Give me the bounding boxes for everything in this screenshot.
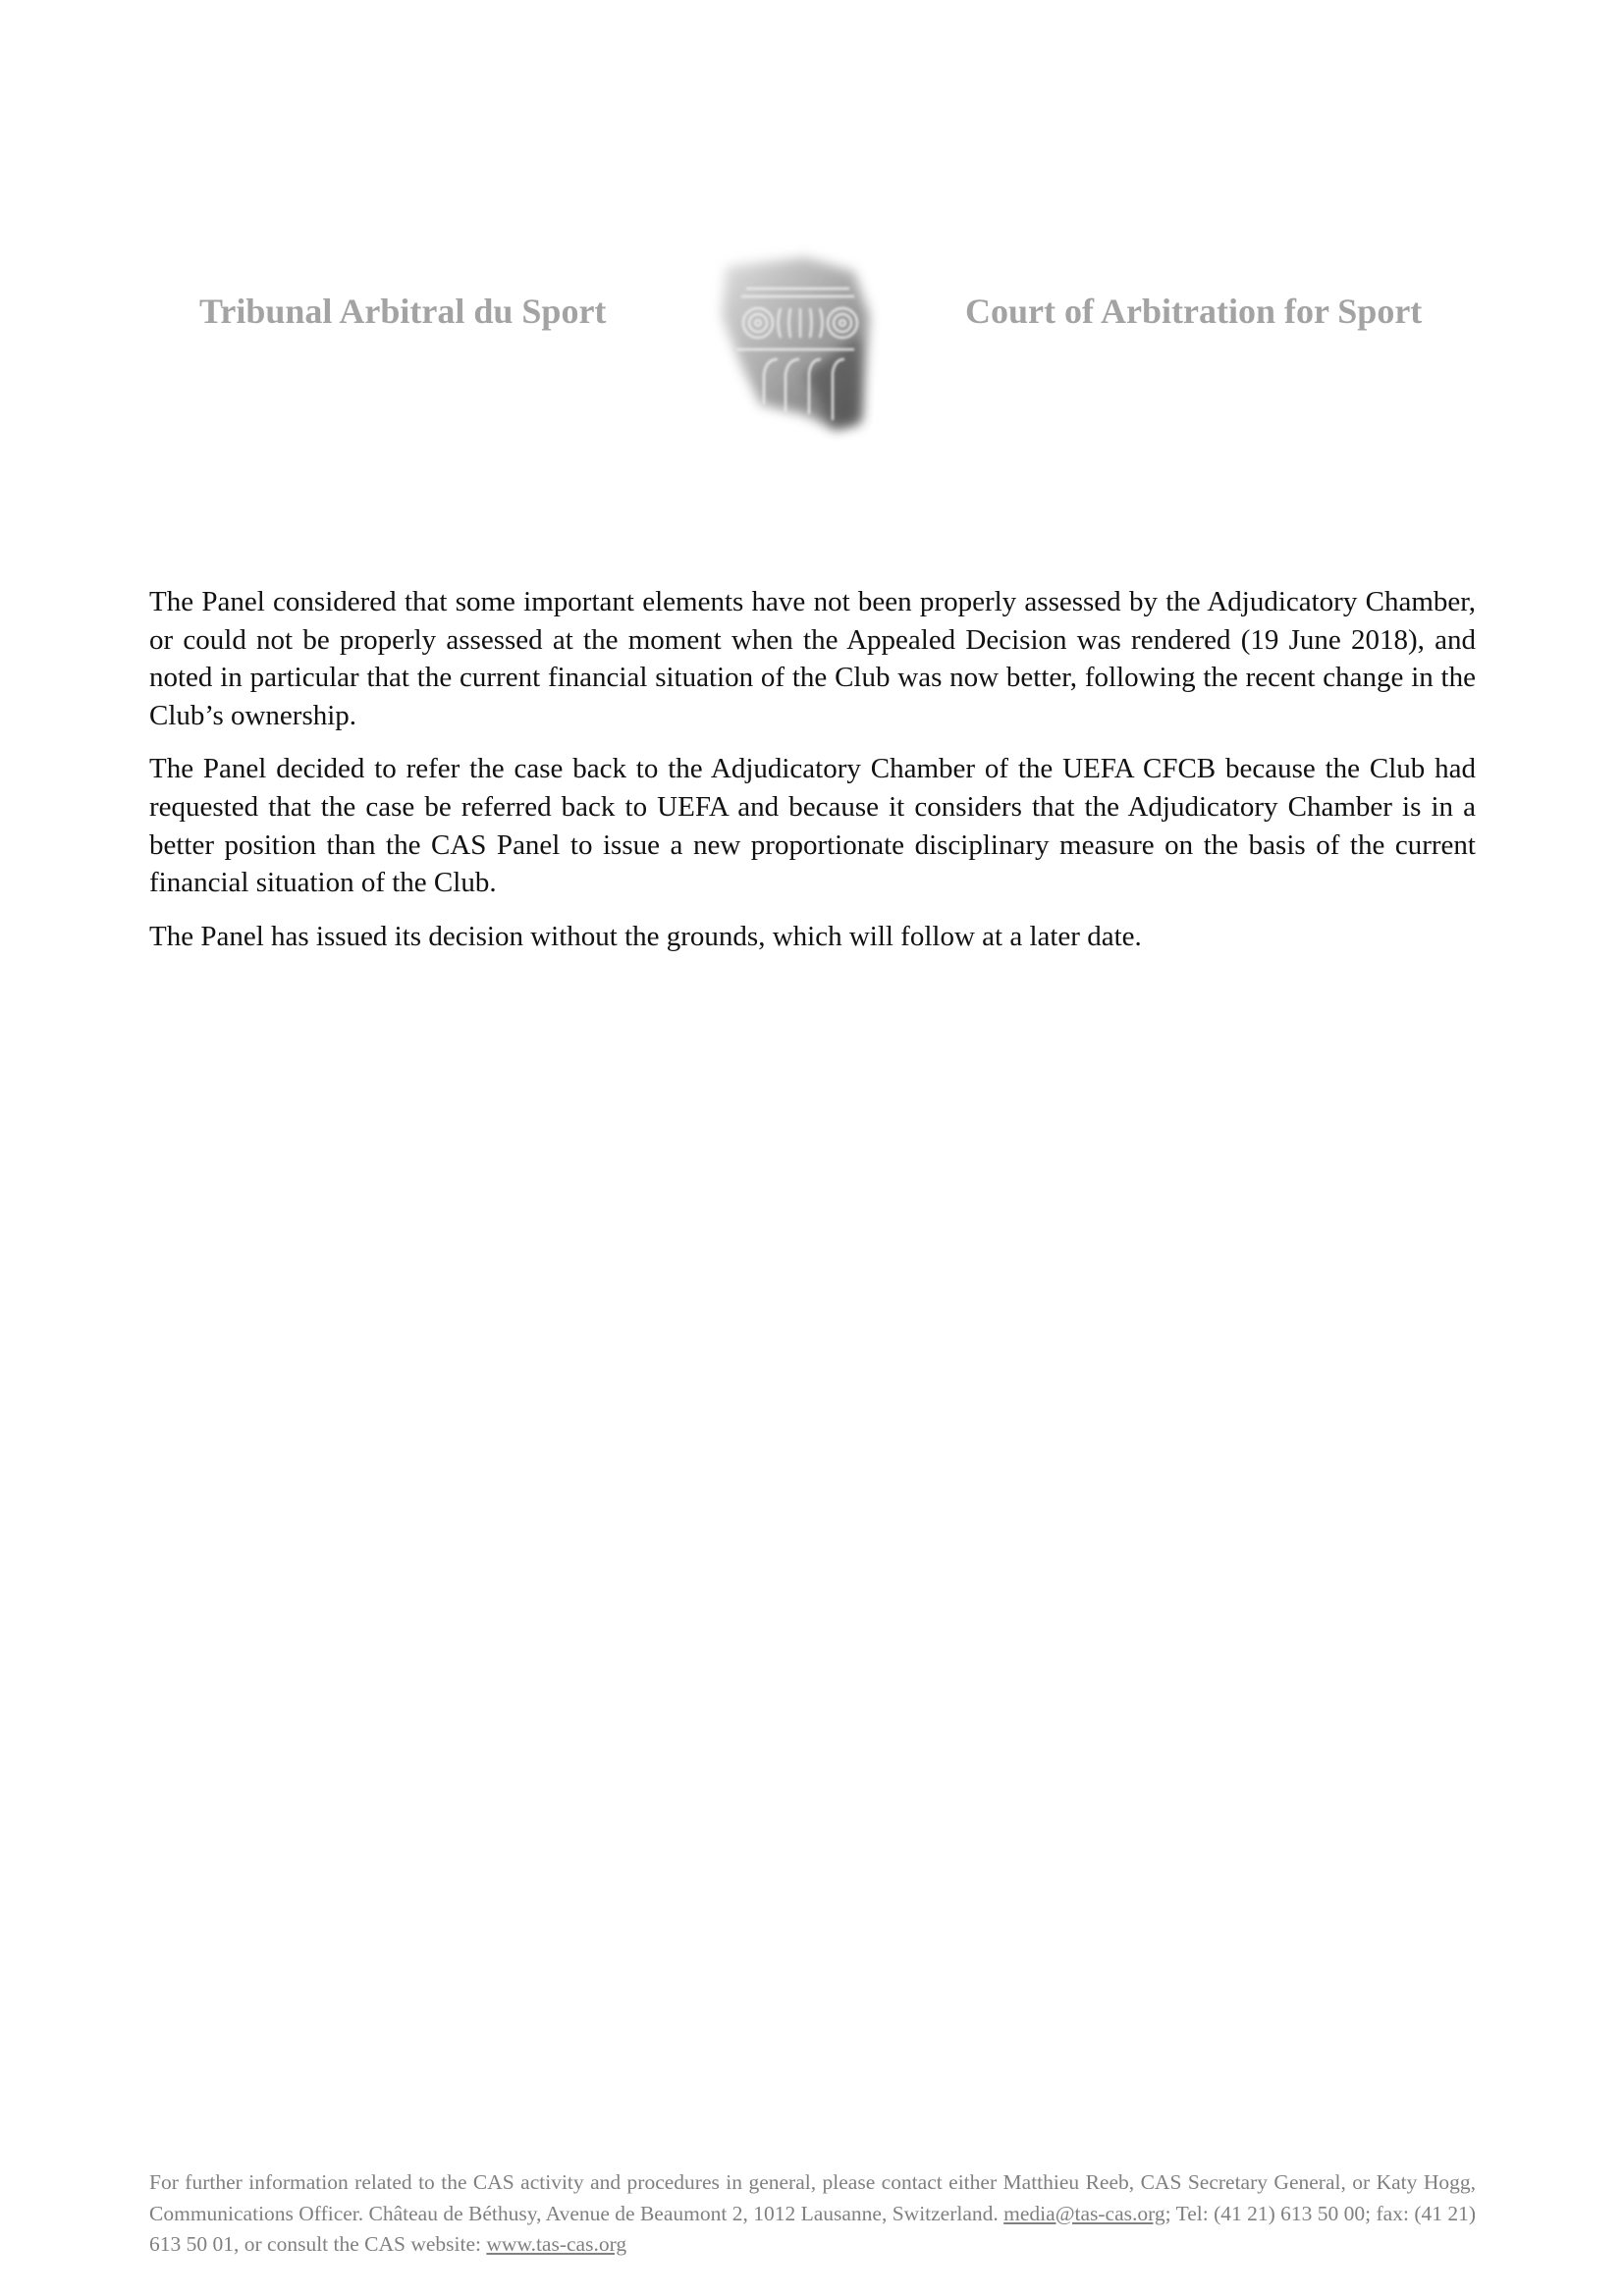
website-link[interactable]: www.tas-cas.org bbox=[486, 2232, 627, 2256]
footer-text: For further information related to the CAS activity and procedures in general, please contact either Matthieu Reeb, CAS Secretary General, or Katy Hogg, Communications Officer. Château de Béthusy, Avenue de Beaumont 2, 1012 Lausanne, Switzerland. bbox=[149, 2170, 1476, 2225]
header-title-french: Tribunal Arbitral du Sport bbox=[199, 292, 607, 331]
header-title-english: Court of Arbitration for Sport bbox=[965, 292, 1423, 331]
paragraph: The Panel considered that some important elements have not been properly assessed by the Adjudicatory Chamber, or could not be properly assessed at the moment when the Appealed Decision was rendered (19 June 2018), and noted in particular that the current financial situation of the Club was now better, following the recent change in the Club’s ownership. bbox=[149, 586, 1476, 731]
ionic-column-capital-logo-icon bbox=[687, 228, 903, 444]
email-link[interactable]: media@tas-cas.org bbox=[1003, 2201, 1165, 2225]
paragraph: The Panel decided to refer the case back to the Adjudicatory Chamber of the UEFA CFCB because the Club had requested that the case be referred back to UEFA and because it considers that the Adjudicatory Chamber is in a better position than the CAS Panel to issue a new proportionate disciplinary measure on the basis of the current financial situation of the Club. bbox=[149, 753, 1476, 899]
footer-contact-info bbox=[149, 2167, 1476, 2261]
footer-text: ; Tel: (41 21) 613 50 00; fax: (41 21) 613 50 01, or consult the CAS website: bbox=[149, 2201, 1477, 2256]
paragraph: The Panel has issued its decision without the grounds, which will follow at a later date. bbox=[149, 920, 1142, 952]
document-body bbox=[149, 583, 1476, 971]
